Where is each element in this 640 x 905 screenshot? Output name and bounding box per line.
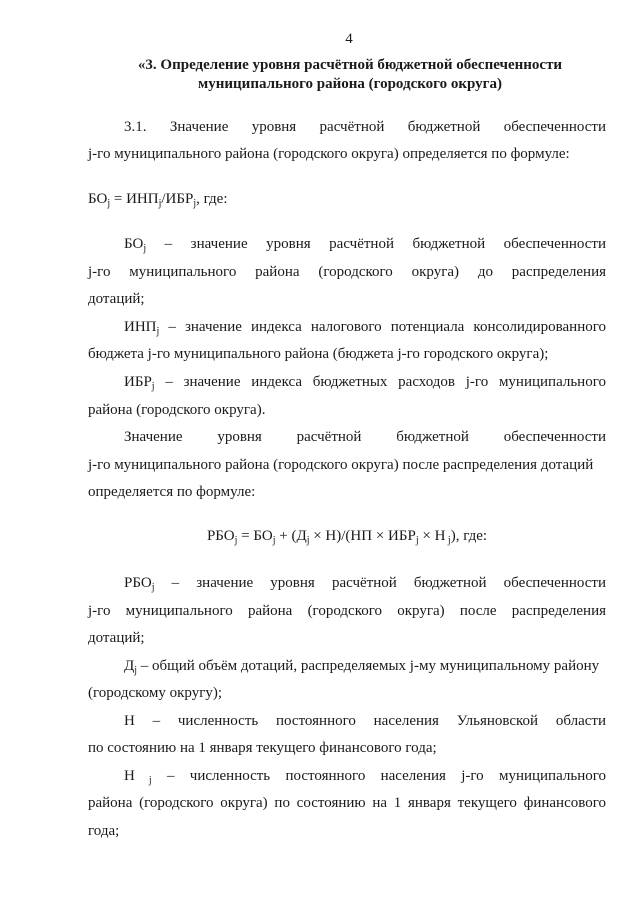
subscript: j [107,198,111,209]
def-d-line-2: (городскому округу); [88,685,223,701]
formula-bo [88,189,606,209]
def-n-line-1: Н – численность постоянного населения Ульяновской области [124,713,606,729]
p2-line-2: j-го муниципального района (городского округа) после распределения дотаций [88,457,594,473]
def-inp-text: – значение индекса налогового потенциала консолидированного [159,319,606,335]
def-inp-line-2: бюджета j-го муниципального района (бюджета j-го городского округа); [88,346,549,362]
def-bo-line-3: дотаций; [88,291,145,307]
def-d-line-1 [124,656,606,676]
subscript: j [272,535,276,546]
def-inp-symbol: ИНП [124,319,157,335]
subscript: j [193,198,197,209]
formula-bo-tail: , где: [196,191,228,207]
def-nj-line-2: района (городского округа) по состоянию на 1 января текущего финансового [88,795,606,811]
formula-bo-inp: = ИНП [110,191,159,207]
def-inp-line-1 [124,317,606,337]
def-d-text: – общий объём дотаций, распределяемых j-му муниципальному району [137,658,600,674]
p2-line-1: Значение уровня расчётной бюджетной обеспеченности [124,429,606,445]
formula-rbo-bo: = БО [237,528,273,544]
subscript: j [306,535,310,546]
def-d-symbol: Д [124,658,135,674]
p1-line-1: 3.1. Значение уровня расчётной бюджетной обеспеченности [124,119,606,135]
formula-bo-symbol: БО [88,191,108,207]
def-ibr-line-2: района (городского округа). [88,402,266,418]
def-ibr-symbol: ИБР [124,374,152,390]
def-rbo-text: – значение уровня расчётной бюджетной обеспеченности [154,575,606,591]
def-ibr-line-1 [124,372,606,392]
def-bo-line-1 [124,234,606,254]
subscript: j [445,535,451,546]
formula-rbo-symbol: РБО [206,528,235,544]
def-ibr-text: – значение индекса бюджетных расходов j-го муниципального [154,374,606,390]
formula-rbo-d: + (Д [275,528,307,544]
def-nj-line-3: года; [88,823,120,839]
def-bo-symbol: БО [124,236,144,252]
section-title-line-1: «3. Определение уровня расчётной бюджетной обеспеченности [137,57,563,73]
def-n-line-2: по состоянию на 1 января текущего финансового года; [88,740,437,756]
def-nj-text: – численность постоянного населения j-го муниципального [151,768,606,784]
def-rbo-symbol: РБО [124,575,152,591]
subscript: j [134,665,138,676]
subscript: j [151,582,155,593]
formula-rbo [88,526,606,546]
subscript: j [134,775,152,786]
formula-rbo-tail: ), где: [450,528,488,544]
subscript: j [415,535,419,546]
subscript: j [234,535,238,546]
subscript: j [143,243,147,254]
page-number: 4 [345,31,353,47]
formula-rbo-np: × Н)/(НП × ИБР [309,528,416,544]
formula-rbo-n: × Н [418,528,446,544]
def-nj-line-1 [124,766,606,786]
def-nj-symbol: Н [124,768,135,784]
def-rbo-line-2: j-го муниципального района (городского округа) после распределения [88,603,606,619]
section-title [100,56,600,94]
p2-line-3: определяется по формуле: [88,484,256,500]
subscript: j [151,381,155,392]
def-rbo-line-1 [124,573,606,593]
def-bo-text: – значение уровня расчётной бюджетной обеспеченности [146,236,606,252]
formula-bo-ibr: /ИБР [161,191,194,207]
p1-line-2: j-го муниципального района (городского округа) определяется по формуле: [88,146,570,162]
subscript: j [158,198,162,209]
section-title-line-2: муниципального района (городского округа) [198,76,502,92]
def-rbo-line-3: дотаций; [88,630,145,646]
def-bo-line-2: j-го муниципального района (городского округа) до распределения [88,264,606,280]
subscript: j [156,326,160,337]
